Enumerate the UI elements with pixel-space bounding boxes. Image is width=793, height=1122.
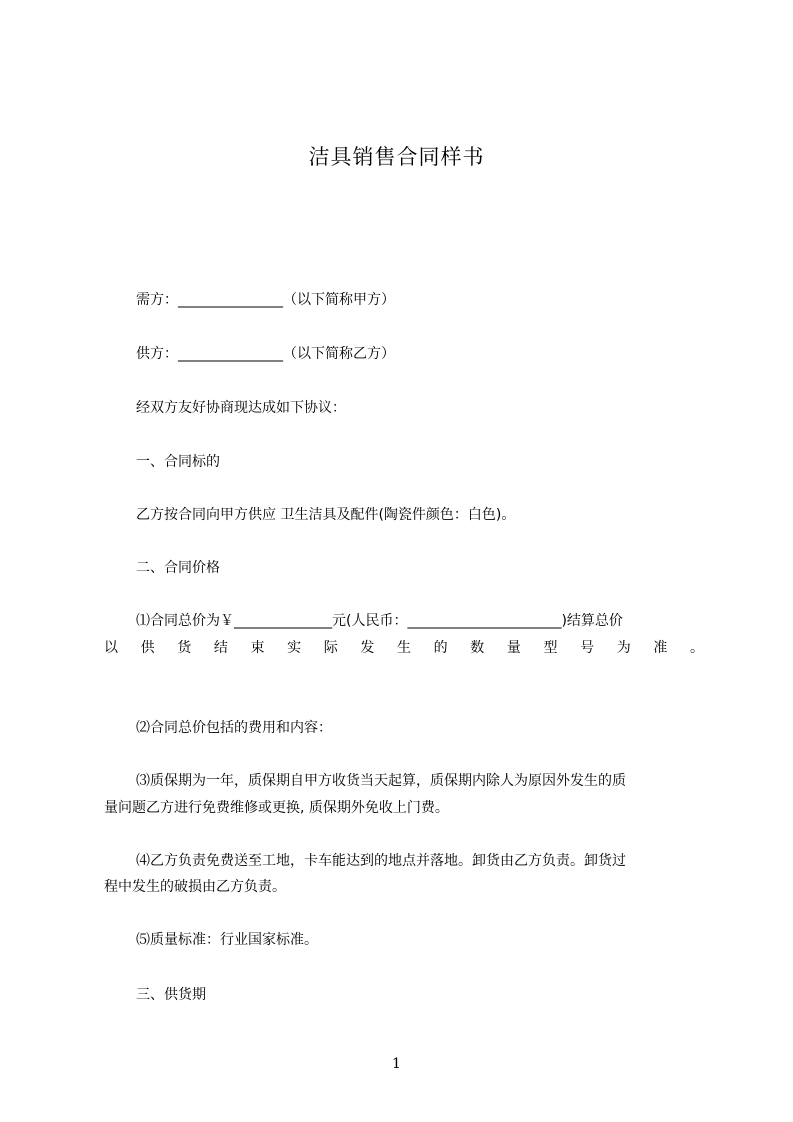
- page-number: 1: [392, 1056, 401, 1072]
- paragraph: ⑵合同总价包括的费用和内容：: [136, 720, 332, 736]
- justified-char: 际: [323, 640, 338, 656]
- section-heading: 二、合同价格: [136, 560, 220, 576]
- justified-char: 为: [616, 640, 631, 656]
- agreement-line: 经双方友好协商现达成如下协议：: [136, 400, 346, 416]
- justified-char: 发: [360, 640, 375, 656]
- paragraph: ⑸质量标准：行业国家标准。: [136, 932, 318, 948]
- justified-char: 型: [543, 640, 558, 656]
- justified-char: 生: [397, 640, 411, 656]
- seller-line: 供方：_______________（以下简称乙方）: [136, 346, 395, 362]
- justified-char: 束: [250, 640, 265, 656]
- paragraph: 程中发生的破损由乙方负责。: [104, 879, 286, 895]
- paragraph: 量问题乙方进行免费维修或更换, 质保期外免收上门费。: [104, 800, 449, 816]
- justified-char: 货: [177, 640, 192, 656]
- justified-char: 准: [653, 640, 668, 656]
- justified-char: 结: [213, 640, 228, 656]
- justified-char: 的: [433, 640, 448, 656]
- justified-char: 供: [140, 640, 155, 656]
- paragraph: ⑶质保期为一年，质保期自甲方收货当天起算，质保期内除人为原因外发生的质: [136, 773, 626, 789]
- paragraph-justified-line: [104, 638, 704, 658]
- justified-char: 以: [104, 640, 118, 656]
- paragraph: ⑷乙方负责免费送至工地，卡车能达到的地点并落地。卸货由乙方负责。卸货过: [136, 853, 626, 869]
- justified-char: 实: [287, 640, 302, 656]
- justified-char: 量: [506, 640, 521, 656]
- paragraph: 乙方按合同向甲方供应 卫生洁具及配件(陶瓷件颜色：白色)。: [136, 507, 516, 523]
- buyer-line: 需方：_______________（以下简称甲方）: [136, 292, 395, 308]
- justified-char: 号: [580, 640, 595, 656]
- document-title: 洁具销售合同样书: [308, 145, 485, 169]
- section-heading: 三、供货期: [136, 987, 206, 1003]
- paragraph: ⑴合同总价为￥______________元(人民币：______________________)结算总价: [136, 613, 623, 629]
- justified-char: 数: [470, 640, 485, 656]
- justified-char: 。: [690, 640, 704, 656]
- section-heading: 一、合同标的: [136, 454, 220, 470]
